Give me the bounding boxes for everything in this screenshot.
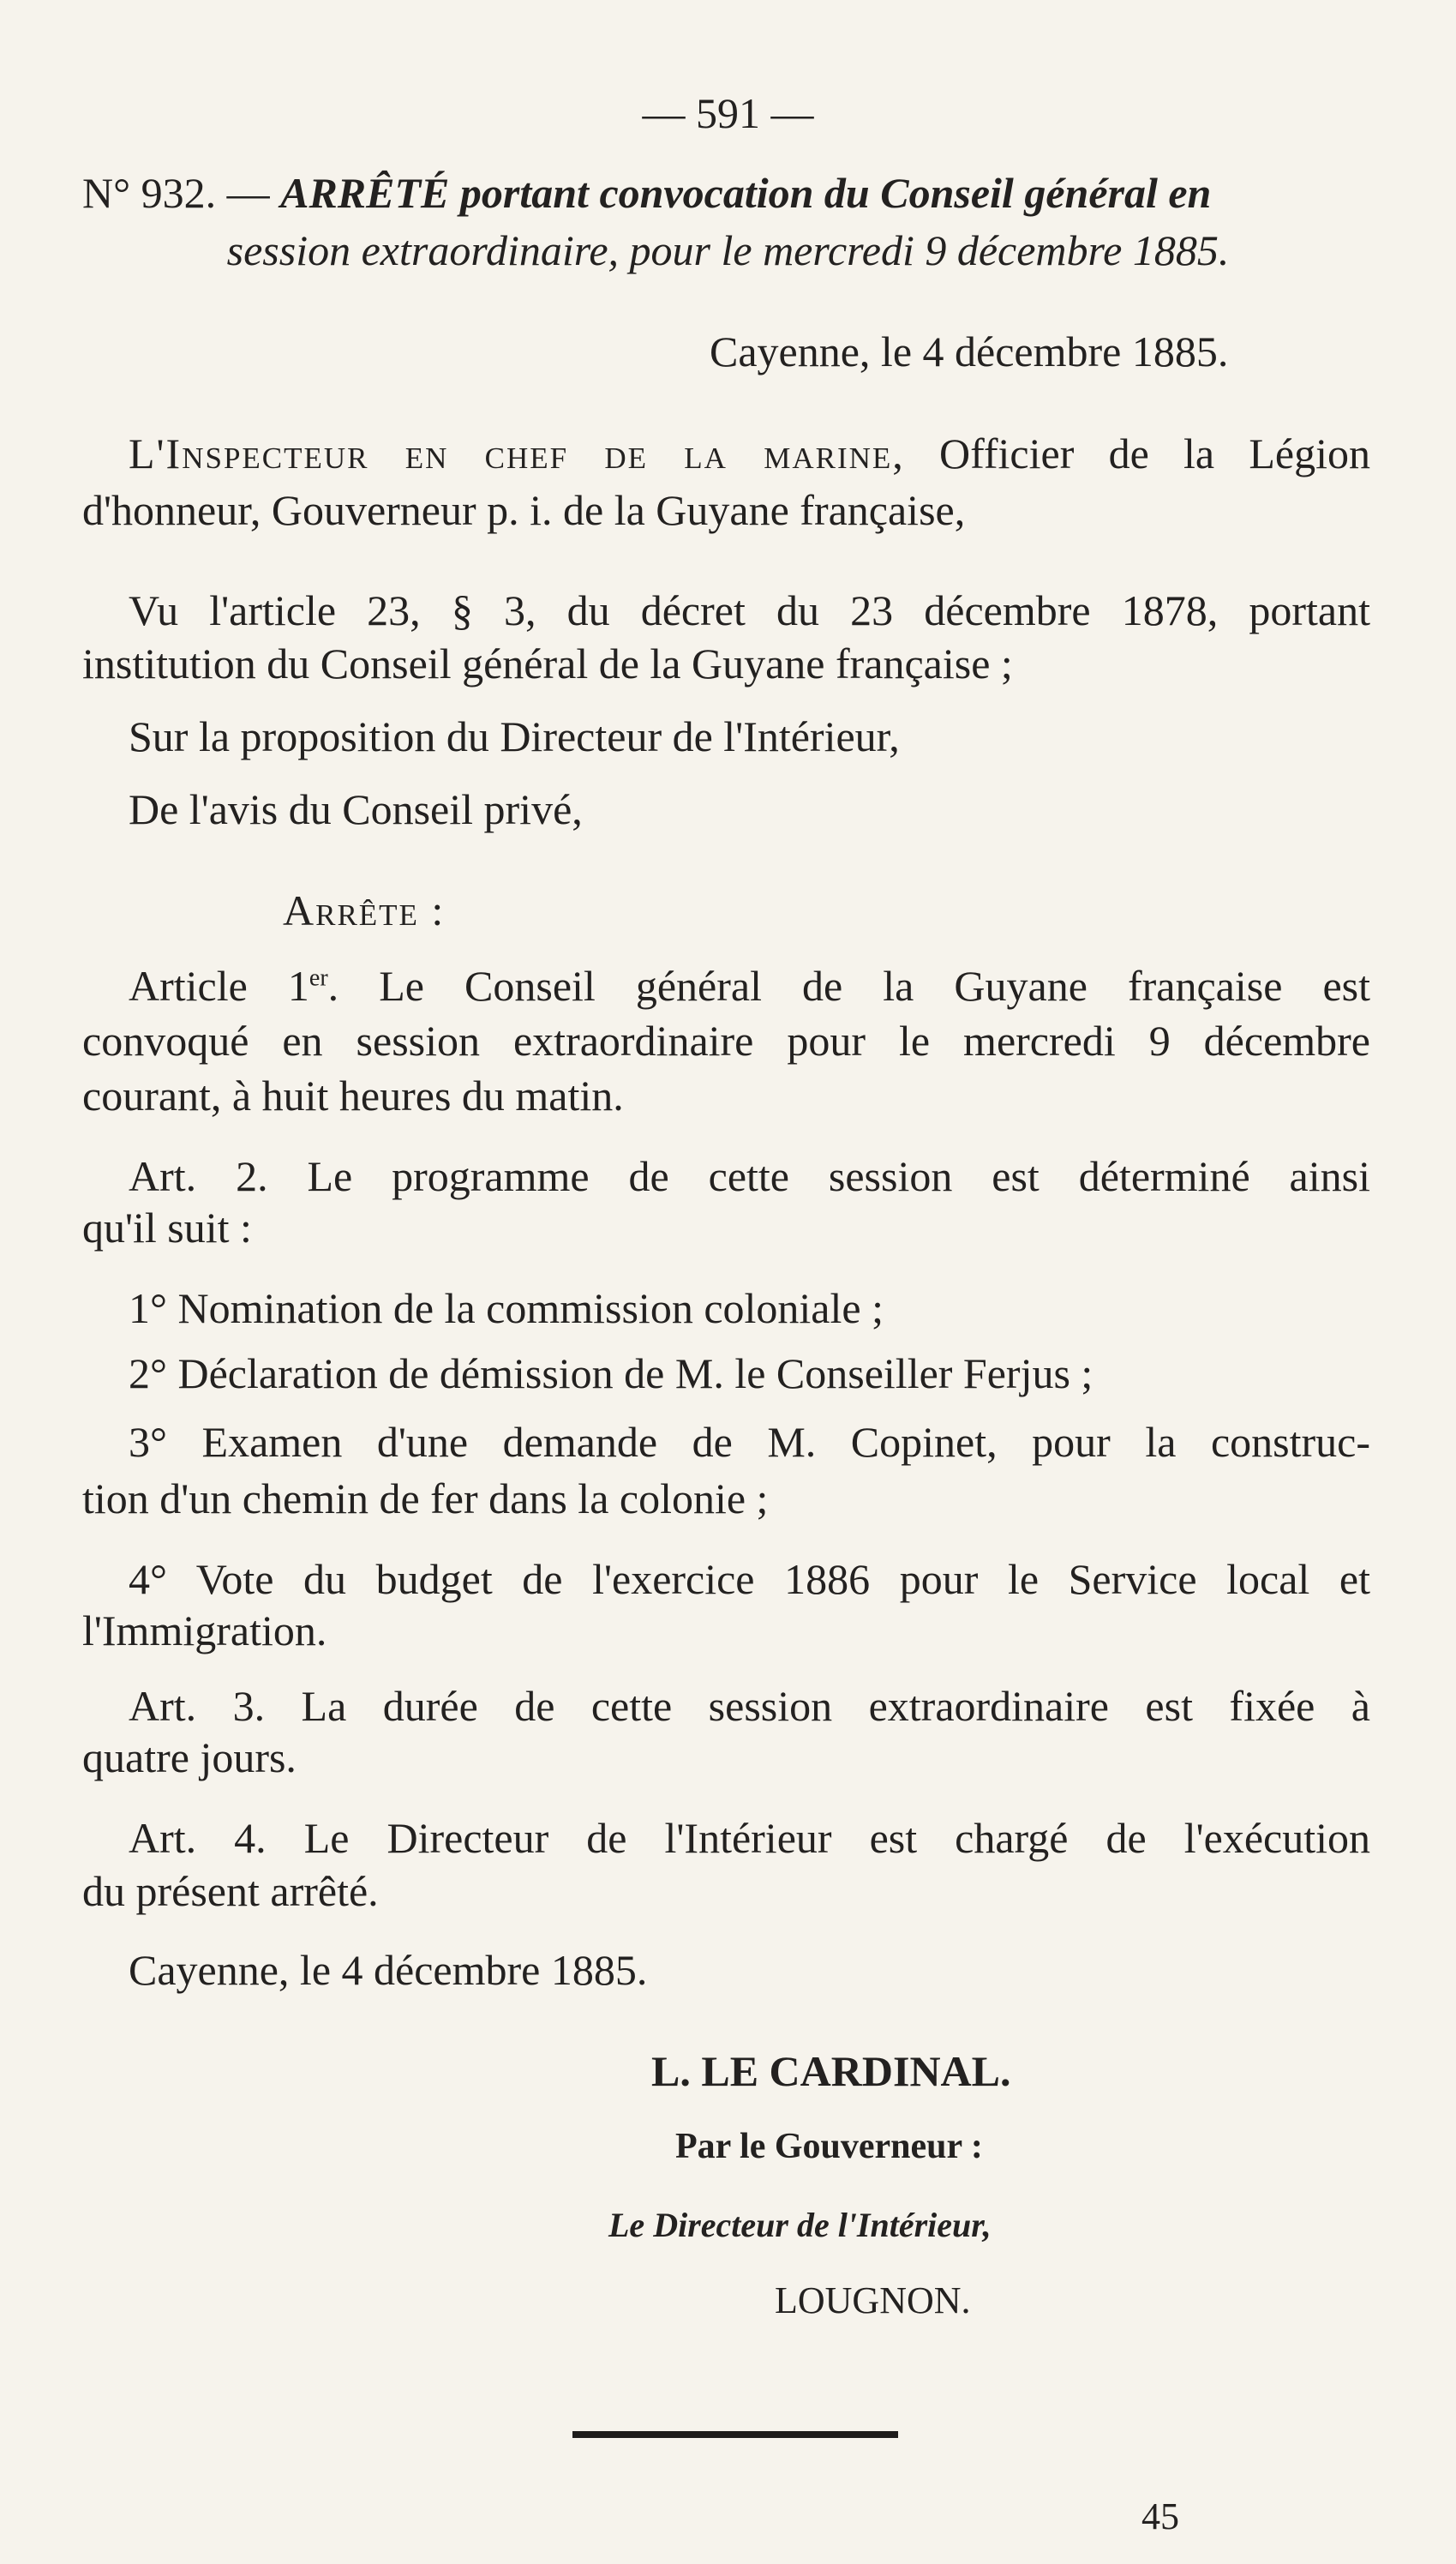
list-item-3-line-1: 3° Examen d'une demande de M. Copinet, pour la construc-: [129, 1418, 1370, 1466]
title-main: ARRÊTÉ portant convocation du Conseil général en: [280, 169, 1212, 217]
signatory: L. LE CARDINAL.: [651, 2047, 1011, 2095]
article-3-line-2: quatre jours.: [82, 1733, 297, 1781]
article-4-line-2: du présent arrêté.: [82, 1867, 379, 1915]
director-title: Le Directeur de l'Intérieur,: [608, 2206, 992, 2244]
par-le-gouverneur: Par le Gouverneur :: [675, 2127, 983, 2166]
article-1-label: Article 1: [129, 962, 309, 1010]
list-item-2: 2° Déclaration de démission de M. le Conseiller Ferjus ;: [129, 1349, 1093, 1397]
arrete-heading: Arrête :: [283, 886, 446, 934]
list-item-3-line-2: tion d'un chemin de fer dans la colonie ;: [82, 1474, 769, 1522]
article-1-sup: er: [309, 964, 328, 992]
article-2-line-2: qu'il suit :: [82, 1204, 252, 1252]
sur-line: Sur la proposition du Directeur de l'Intérieur,: [129, 712, 900, 760]
article-4-line-1: Art. 4. Le Directeur de l'Intérieur est chargé de l'exécution: [129, 1814, 1370, 1862]
title-line-1: [82, 165, 1374, 220]
article-1-text: . Le Conseil général de la Guyane française est: [327, 962, 1370, 1010]
title-number: N° 932. —: [82, 169, 281, 217]
page-number: — 591 —: [642, 89, 814, 137]
list-item-4-line-1: 4° Vote du budget de l'exercice 1886 pour le Service local et: [129, 1555, 1370, 1603]
director-name: LOUGNON.: [775, 2279, 971, 2321]
closing-rule: [572, 2431, 898, 2438]
list-item-1: 1° Nomination de la commission coloniale ;: [129, 1284, 884, 1332]
preamble-line-2: d'honneur, Gouverneur p. i. de la Guyane française,: [82, 486, 966, 534]
list-item-4-line-2: l'Immigration.: [82, 1606, 327, 1654]
article-2-line-1: Art. 2. Le programme de cette session est déterminé ainsi: [129, 1152, 1370, 1200]
article-1-line-3: courant, à huit heures du matin.: [82, 1072, 624, 1120]
signature-mark: 45: [1141, 2495, 1179, 2537]
title-line-2: session extraordinaire, pour le mercredi 9 décembre 1885.: [226, 226, 1230, 274]
article-1-line-2: convoqué en session extraordinaire pour le mercredi 9 décembre: [82, 1017, 1370, 1065]
preamble-rest: Officier de la Légion: [904, 429, 1370, 477]
article-1-line-1: [129, 958, 1370, 1013]
vu-line-1: Vu l'article 23, § 3, du décret du 23 décembre 1878, portant: [129, 586, 1370, 634]
article-3-line-1: Art. 3. La durée de cette session extraordinaire est fixée à: [129, 1682, 1370, 1730]
vu-line-2: institution du Conseil général de la Guyane française ;: [82, 639, 1013, 688]
preamble-title: L'Inspecteur en chef de la marine,: [129, 429, 905, 477]
de-line: De l'avis du Conseil privé,: [129, 785, 583, 833]
closing-place-date: Cayenne, le 4 décembre 1885.: [129, 1946, 648, 1994]
preamble-line-1: [129, 426, 1370, 481]
dateline: Cayenne, le 4 décembre 1885.: [710, 327, 1229, 375]
